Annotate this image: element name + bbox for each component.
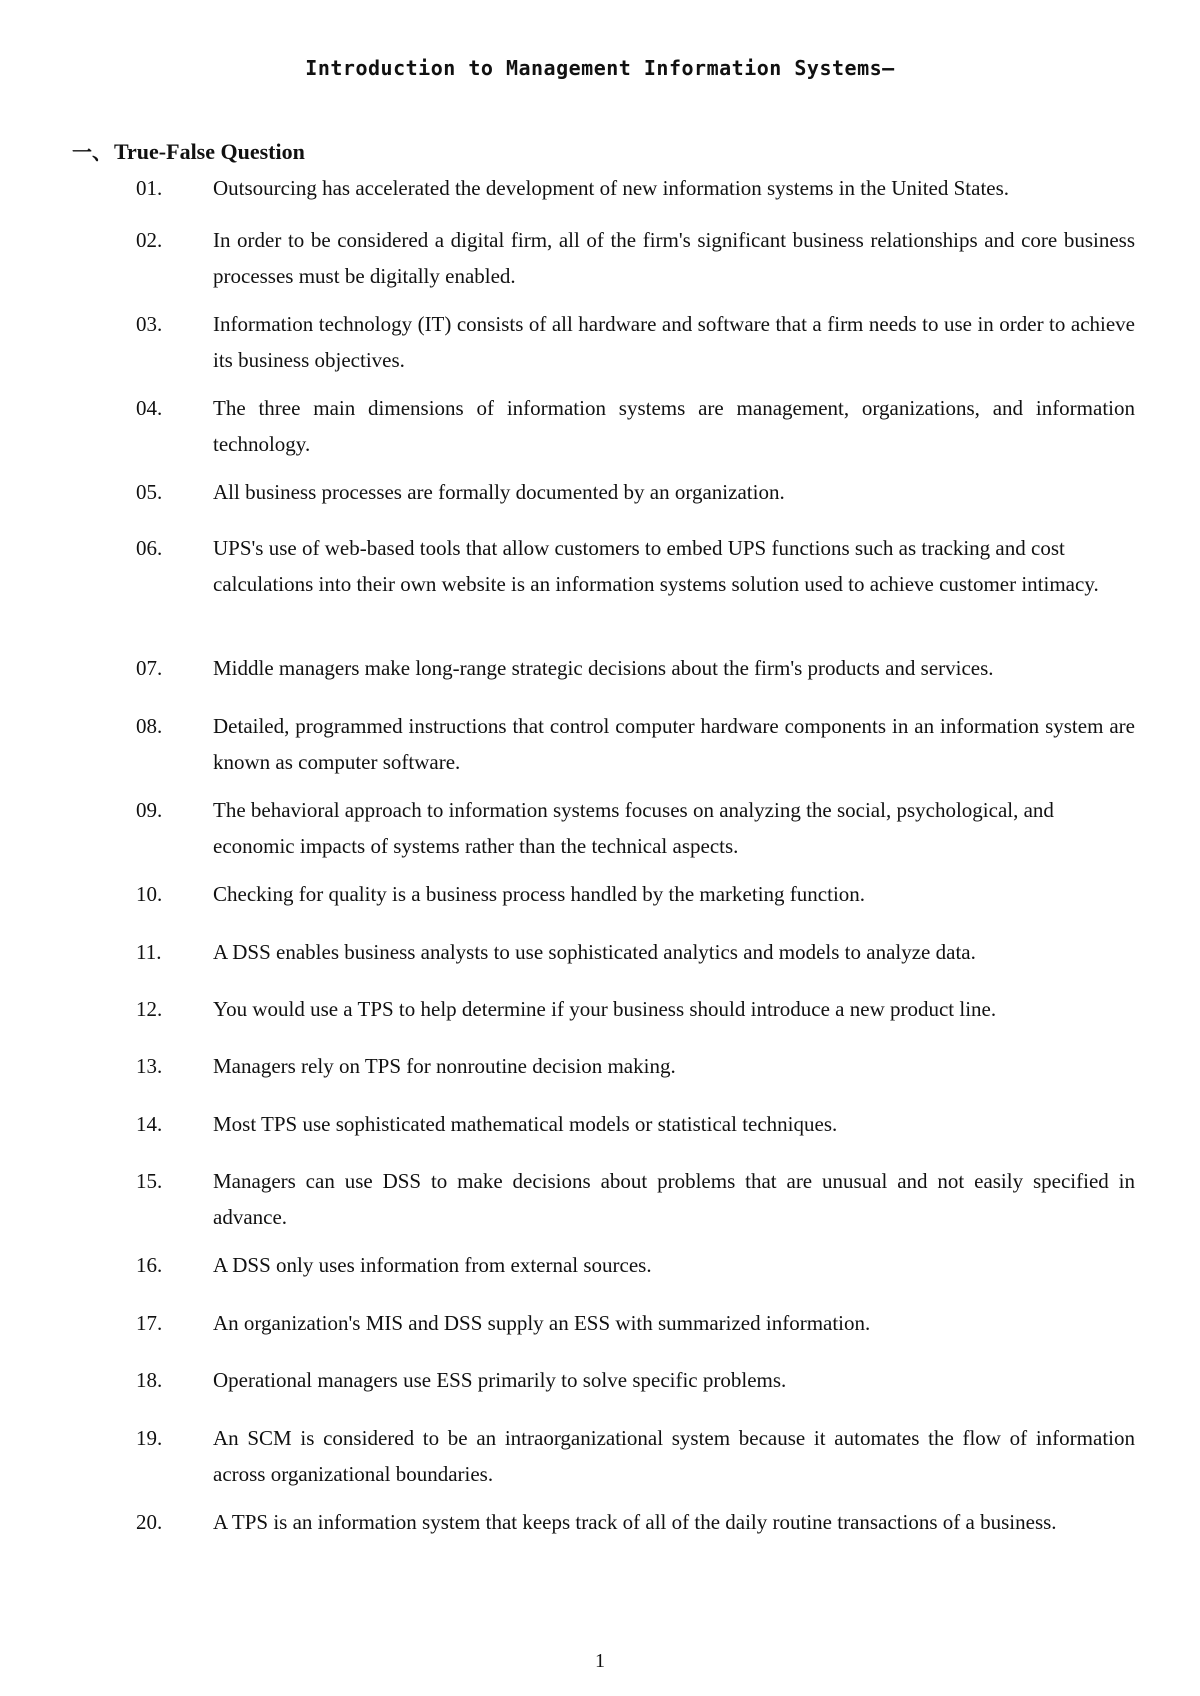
question-number: 07. bbox=[136, 656, 163, 680]
question-text: Middle managers make long-range strategic decisions about the firm's products and services. bbox=[213, 656, 994, 680]
question-text: Managers rely on TPS for nonroutine decision making. bbox=[213, 1054, 676, 1078]
question-number: 13. bbox=[136, 1054, 163, 1078]
question-text: The three main dimensions of information systems are management, organizations, and information technology. bbox=[213, 396, 1135, 456]
question-number: 09. bbox=[136, 798, 163, 822]
question-number: 03. bbox=[136, 312, 163, 336]
question-text: An organization's MIS and DSS supply an ESS with summarized information. bbox=[213, 1311, 871, 1335]
question-text: Operational managers use ESS primarily to solve specific problems. bbox=[213, 1368, 787, 1392]
question-number: 02. bbox=[136, 228, 163, 252]
question-number: 11. bbox=[136, 940, 162, 964]
question-text: A DSS only uses information from external sources. bbox=[213, 1253, 652, 1277]
question-number: 18. bbox=[136, 1368, 163, 1392]
question-number: 06. bbox=[136, 536, 163, 560]
question-text: Managers can use DSS to make decisions about problems that are unusual and not easily specified in advance. bbox=[213, 1169, 1135, 1229]
question-text: In order to be considered a digital firm, all of the firm's significant business relationships and core business processes must be digitally enabled. bbox=[213, 228, 1135, 288]
question-number: 08. bbox=[136, 714, 163, 738]
question-number: 12. bbox=[136, 997, 163, 1021]
question-text: Outsourcing has accelerated the development of new information systems in the United States. bbox=[213, 176, 1010, 200]
section-heading bbox=[72, 136, 305, 165]
question-text: Information technology (IT) consists of all hardware and software that a firm needs to use in order to achieve its business objectives. bbox=[213, 312, 1135, 372]
question-number: 01. bbox=[136, 176, 163, 200]
question-text: A TPS is an information system that keeps track of all of the daily routine transactions of a business. bbox=[213, 1510, 1057, 1534]
page-title: Introduction to Management Information Systems— bbox=[305, 56, 895, 80]
question-text: A DSS enables business analysts to use sophisticated analytics and models to analyze data. bbox=[213, 940, 976, 964]
question-number: 20. bbox=[136, 1510, 163, 1534]
question-text: You would use a TPS to help determine if your business should introduce a new product line. bbox=[213, 997, 997, 1021]
question-text: The behavioral approach to information systems focuses on analyzing the social, psychological, and economic impacts of systems rather than the technical aspects. bbox=[213, 798, 1054, 858]
page-number: 1 bbox=[595, 1650, 605, 1672]
section-number: 一、 bbox=[72, 140, 112, 164]
section-heading-text: True-False Question bbox=[114, 139, 305, 164]
question-text: Most TPS use sophisticated mathematical models or statistical techniques. bbox=[213, 1112, 838, 1136]
question-number: 17. bbox=[136, 1311, 163, 1335]
question-number: 19. bbox=[136, 1426, 163, 1450]
question-number: 05. bbox=[136, 480, 163, 504]
question-number: 04. bbox=[136, 396, 163, 420]
question-number: 14. bbox=[136, 1112, 163, 1136]
question-text: UPS's use of web-based tools that allow customers to embed UPS functions such as tracking and cost calculations into their own website is an information systems solution used to achieve customer intimacy. bbox=[213, 536, 1099, 596]
question-text: An SCM is considered to be an intraorganizational system because it automates the flow of information across organizational boundaries. bbox=[213, 1426, 1135, 1486]
question-number: 10. bbox=[136, 882, 163, 906]
question-number: 16. bbox=[136, 1253, 163, 1277]
question-text: All business processes are formally documented by an organization. bbox=[213, 480, 785, 504]
question-text: Checking for quality is a business process handled by the marketing function. bbox=[213, 882, 866, 906]
question-number: 15. bbox=[136, 1169, 163, 1193]
question-text: Detailed, programmed instructions that control computer hardware components in an information system are known as computer software. bbox=[213, 714, 1135, 774]
